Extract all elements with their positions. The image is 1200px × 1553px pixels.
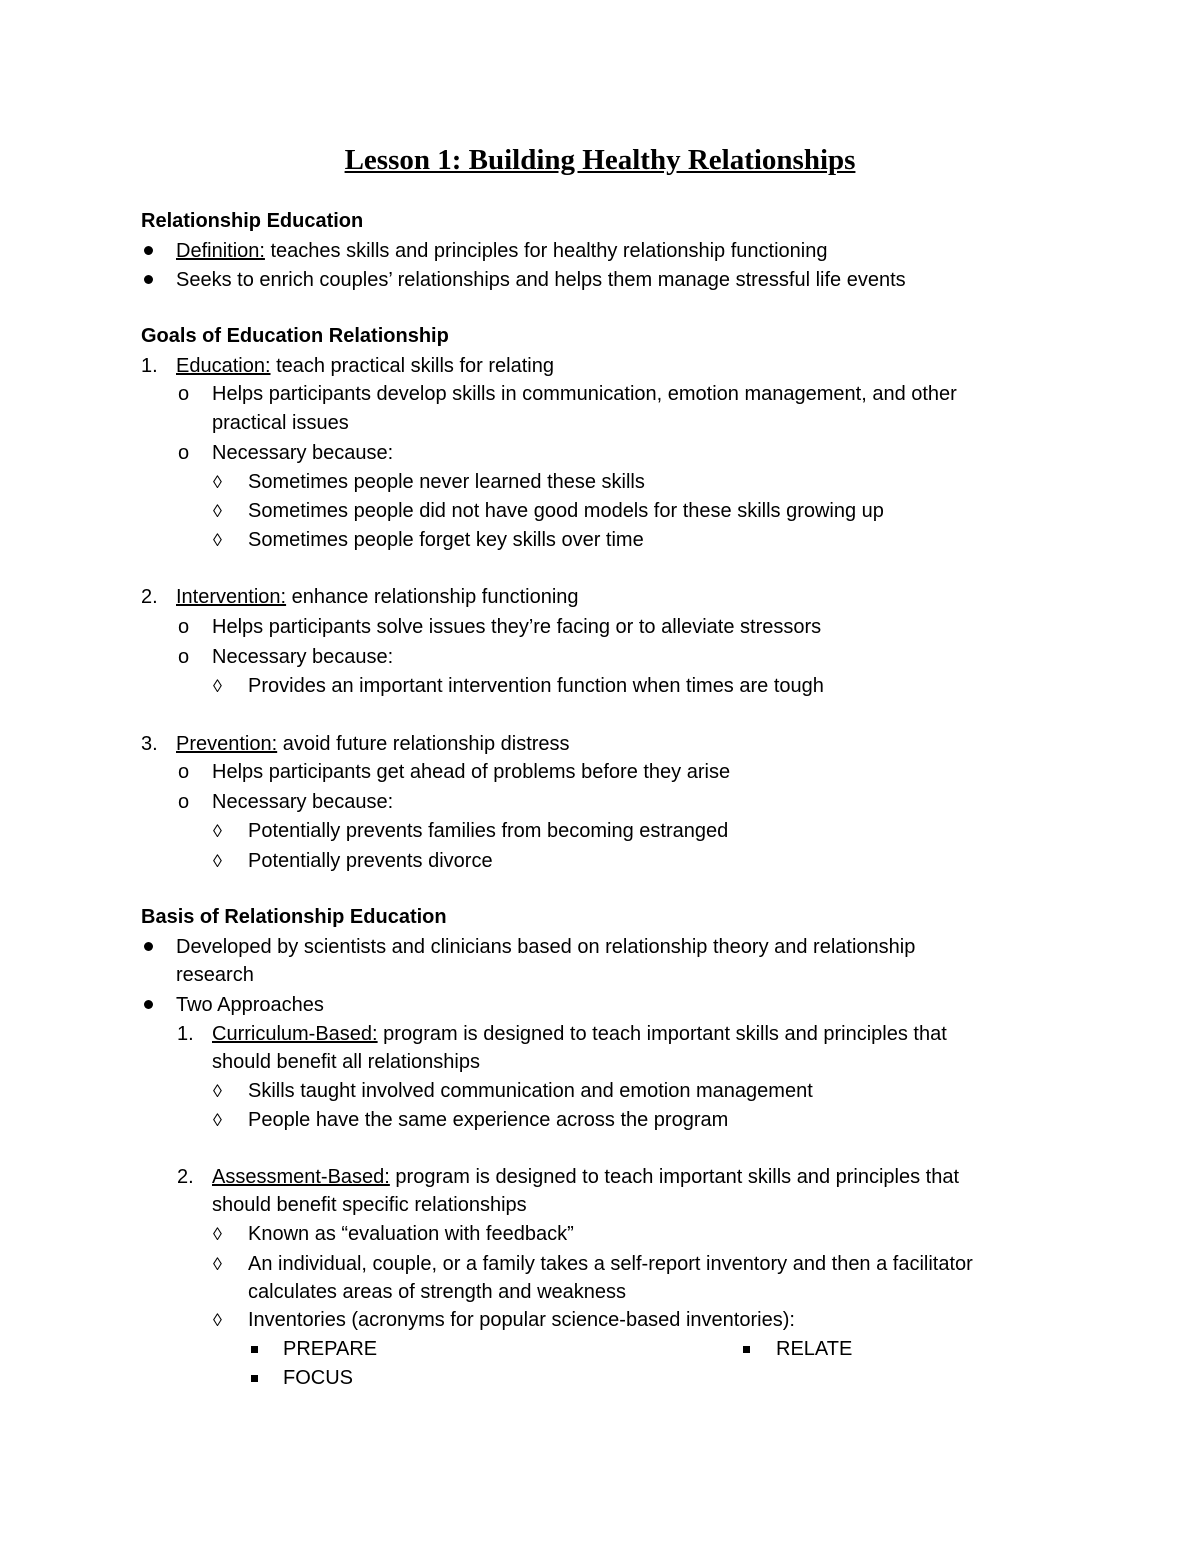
goal-intervention: [176, 583, 579, 611]
circle-bullet-icon: o: [178, 383, 190, 405]
definition-text: teaches skills and principles for healthy relationship functioning: [264, 240, 828, 262]
detail-item: Provides an important intervention function when times are tough: [248, 675, 824, 697]
detail-item: Known as “evaluation with feedback”: [248, 1223, 574, 1245]
section-heading-goals: Goals of Education Relationship: [141, 325, 449, 347]
bullet-icon: [144, 246, 153, 255]
approach-curriculum-text: program is designed to teach important skills and principles that: [377, 1023, 947, 1045]
sub-item: Necessary because:: [212, 791, 394, 813]
list-number: 2.: [141, 586, 158, 608]
approach-assessment-text: program is designed to teach important skills and principles that: [389, 1166, 960, 1188]
list-number: 1.: [141, 355, 158, 377]
detail-item: An individual, couple, or a family takes a self-report inventory and then a facilitator: [248, 1253, 973, 1275]
detail-item: Sometimes people never learned these skills: [248, 471, 645, 493]
square-bullet-icon: [251, 1346, 258, 1353]
bullet-icon: [144, 275, 153, 284]
circle-bullet-icon: o: [178, 646, 190, 668]
bullet-developed: Developed by scientists and clinicians based on relationship theory and relationship: [176, 936, 916, 958]
detail-item: People have the same experience across the program: [248, 1109, 729, 1131]
term-curriculum-based: Curriculum-Based:: [212, 1023, 378, 1045]
list-number: 1.: [177, 1023, 194, 1045]
detail-item: Skills taught involved communication and emotion management: [248, 1080, 813, 1102]
circle-bullet-icon: o: [178, 791, 190, 813]
goal-prevention-text: avoid future relationship distress: [277, 733, 570, 755]
sub-item: Helps participants get ahead of problems before they arise: [212, 761, 731, 783]
section-heading-relationship-education: Relationship Education: [141, 210, 364, 232]
diamond-bullet-icon: ◊: [213, 1224, 222, 1244]
approach-curriculum: [212, 1020, 947, 1048]
circle-bullet-icon: o: [178, 616, 190, 638]
term-prevention: Prevention:: [176, 733, 278, 755]
diamond-bullet-icon: ◊: [213, 676, 222, 696]
inventory-item: RELATE: [776, 1338, 853, 1360]
goal-prevention: [176, 730, 570, 758]
sub-item-continued: practical issues: [212, 412, 349, 434]
diamond-bullet-icon: ◊: [213, 1110, 222, 1130]
term-intervention: Intervention:: [176, 586, 287, 608]
term-assessment-based: Assessment-Based:: [212, 1166, 390, 1188]
detail-item: Potentially prevents divorce: [248, 850, 493, 872]
goal-education: [176, 352, 554, 380]
list-number: 3.: [141, 733, 158, 755]
diamond-bullet-icon: ◊: [213, 530, 222, 550]
circle-bullet-icon: o: [178, 442, 190, 464]
approach-assessment-continued: should benefit specific relationships: [212, 1194, 527, 1216]
approach-assessment: [212, 1163, 959, 1191]
diamond-bullet-icon: ◊: [213, 501, 222, 521]
bullet-icon: [144, 942, 153, 951]
sub-item: Necessary because:: [212, 442, 394, 464]
list-number: 2.: [177, 1166, 194, 1188]
page-title: Lesson 1: Building Healthy Relationships: [344, 144, 856, 176]
bullet-enrich: Seeks to enrich couples’ relationships and helps them manage stressful life events: [176, 269, 906, 291]
bullet-definition: [176, 237, 827, 265]
circle-bullet-icon: o: [178, 761, 190, 783]
bullet-two-approaches: Two Approaches: [176, 994, 324, 1016]
sub-item: Helps participants solve issues they’re facing or to alleviate stressors: [212, 616, 822, 638]
diamond-bullet-icon: ◊: [213, 472, 222, 492]
inventory-item: FOCUS: [283, 1367, 353, 1389]
bullet-icon: [144, 1000, 153, 1009]
inventory-item: PREPARE: [283, 1338, 378, 1360]
sub-item: Necessary because:: [212, 646, 394, 668]
detail-item: Sometimes people did not have good models for these skills growing up: [248, 500, 884, 522]
square-bullet-icon: [251, 1375, 258, 1382]
diamond-bullet-icon: ◊: [213, 821, 222, 841]
approach-curriculum-continued: should benefit all relationships: [212, 1051, 480, 1073]
section-heading-basis: Basis of Relationship Education: [141, 906, 447, 928]
detail-item: Inventories (acronyms for popular science-based inventories):: [248, 1309, 795, 1331]
goal-intervention-text: enhance relationship functioning: [286, 586, 579, 608]
diamond-bullet-icon: ◊: [213, 1254, 222, 1274]
sub-item: Helps participants develop skills in communication, emotion management, and other: [212, 383, 957, 405]
diamond-bullet-icon: ◊: [213, 1081, 222, 1101]
detail-item-continued: calculates areas of strength and weakness: [248, 1281, 626, 1303]
square-bullet-icon: [743, 1346, 750, 1353]
detail-item: Potentially prevents families from becoming estranged: [248, 820, 729, 842]
diamond-bullet-icon: ◊: [213, 851, 222, 871]
diamond-bullet-icon: ◊: [213, 1310, 222, 1330]
term-education: Education:: [176, 355, 271, 377]
term-definition: Definition:: [176, 240, 265, 262]
bullet-developed-continued: research: [176, 964, 254, 986]
detail-item: Sometimes people forget key skills over time: [248, 529, 644, 551]
goal-education-text: teach practical skills for relating: [270, 355, 554, 377]
